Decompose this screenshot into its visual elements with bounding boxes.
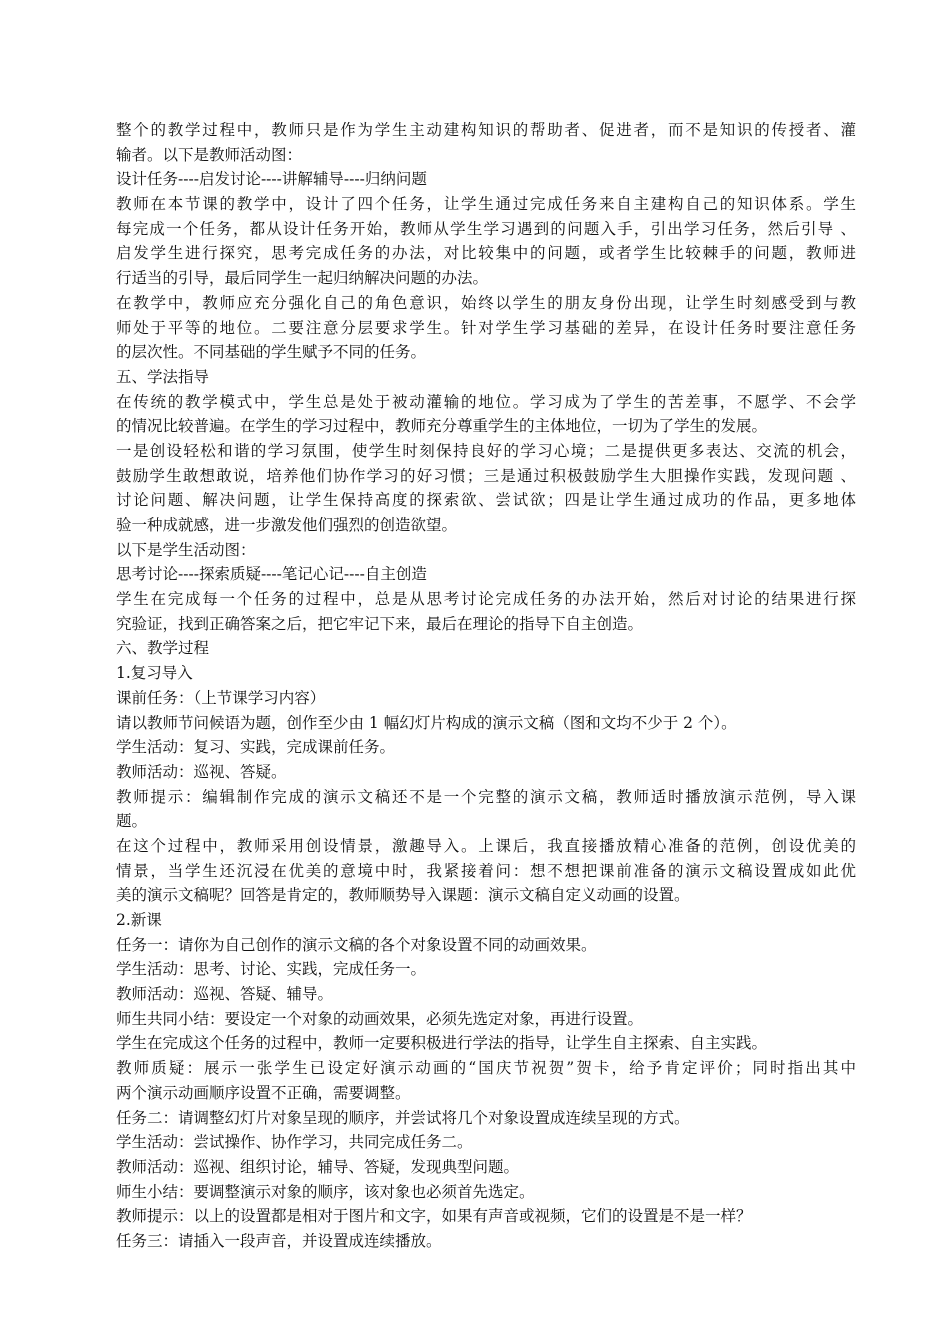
- text-line: 1.复习导入: [116, 664, 193, 683]
- text-line: 教师活动：巡视、答疑、辅导。: [116, 985, 334, 1004]
- text-line: 任务三：请插入一段声音，并设置成连续播放。: [116, 1231, 442, 1250]
- text-line: 在教学中，教师应充分强化自己的角色意识，始终以学生的朋友身份出现，让学生时刻感受到与教: [116, 293, 856, 312]
- text-line: 教师提示：以上的设置都是相对于图片和文字，如果有声音或视频，它们的设置是不是一样？: [116, 1207, 752, 1226]
- text-line: 一是创设轻松和谐的学习氛围，使学生时刻保持良好的学习心境；二是提供更多表达、交流的机会，: [116, 441, 856, 460]
- text-line: 任务一：请你为自己创作的演示文稿的各个对象设置不同的动画效果。: [116, 935, 597, 954]
- text-line: 学生在完成每一个任务的过程中，总是从思考讨论完成任务的办法开始，然后对讨论的结果进行探: [116, 590, 856, 609]
- text-line: 美的演示文稿呢？回答是肯定的，教师顺势导入课题：演示文稿自定义动画的设置。: [116, 886, 690, 905]
- text-line: 教师提示：编辑制作完成的演示文稿还不是一个完整的演示文稿，教师适时播放演示范例，导入课: [116, 787, 856, 806]
- text-line: 师生共同小结：要设定一个对象的动画效果，必须先选定对象，再进行设置。: [116, 1009, 644, 1028]
- text-line: 六、教学过程: [116, 639, 210, 658]
- text-line: 教师活动：巡视、答疑。: [116, 762, 287, 781]
- text-line: 两个演示动画顺序设置不正确，需要调整。: [116, 1083, 411, 1102]
- text-line: 师处于平等的地位。二要注意分层要求学生。针对学生学习基础的差异，在设计任务时要注意任务: [116, 318, 856, 337]
- text-line: 究验证，找到正确答案之后，把它牢记下来，最后在理论的指导下自主创造。: [116, 614, 644, 633]
- text-line: 整个的教学过程中，教师只是作为学生主动建构知识的帮助者、促进者，而不是知识的传授者、灌: [116, 121, 856, 139]
- text-line: 讨论问题、解决问题，让学生保持高度的探索欲、尝试欲；四是让学生通过成功的作品，更多地体: [116, 491, 856, 510]
- text-line: 启发学生进行探究，思考完成任务的办法，对比较集中的问题，或者学生比较棘手的问题，教师进: [116, 244, 856, 263]
- text-line: 学生在完成这个任务的过程中，教师一定要积极进行学法的指导，让学生自主探索、自主实践。: [116, 1034, 768, 1053]
- text-line: 思考讨论----探索质疑----笔记心记----自主创造: [116, 565, 427, 584]
- text-line: 的层次性。不同基础的学生赋予不同的任务。: [116, 343, 427, 362]
- text-line: 师生小结：要调整演示对象的顺序，该对象也必须首先选定。: [116, 1182, 535, 1201]
- text-line: 鼓励学生敢想敢说，培养他们协作学习的好习惯；三是通过积极鼓励学生大胆操作实践，发现问题 、: [116, 466, 856, 485]
- text-line: 验一种成就感，进一步激发他们强烈的创造欲望。: [116, 516, 458, 534]
- text-line: 教师活动：巡视、组织讨论，辅导、答疑，发现典型问题。: [116, 1157, 520, 1176]
- text-line: 五、学法指导: [116, 367, 210, 386]
- text-line: 行适当的引导，最后同学生一起归纳解决问题的办法。: [116, 269, 489, 288]
- text-line: 每完成一个任务，都从设计任务开始，教师从学生学习遇到的问题入手，引出学习任务，然后引导 、: [116, 219, 856, 238]
- text-line: 课前任务：（上节课学习内容）: [116, 688, 326, 707]
- text-line: 设计任务----启发讨论----讲解辅导----归纳问题: [116, 170, 427, 189]
- text-line: 学生活动：思考、讨论、实践，完成任务一。: [116, 960, 427, 979]
- text-line: 任务二：请调整幻灯片对象呈现的顺序，并尝试将几个对象设置成连续呈现的方式。: [116, 1108, 690, 1127]
- text-line: 在这个过程中，教师采用创设情景，激趣导入。上课后，我直接播放精心准备的范例，创设优美的: [116, 836, 856, 855]
- text-line: 请以教师节问候语为题，创作至少由 1 幅幻灯片构成的演示文稿（图和文均不少于 2 个）。: [116, 713, 737, 732]
- text-line: 题。: [116, 812, 148, 831]
- text-line: 2.新课: [116, 911, 162, 929]
- text-line: 学生活动：复习、实践，完成课前任务。: [116, 738, 396, 757]
- text-line: 在传统的教学模式中，学生总是处于被动灌输的地位。学习成为了学生的苦差事，不愿学、不会学: [116, 392, 856, 411]
- text-line: 学生活动：尝试操作、协作学习，共同完成任务二。: [116, 1133, 473, 1152]
- text-line: 以下是学生活动图：: [116, 540, 256, 559]
- text-line: 教师质疑：展示一张学生已设定好演示动画的“国庆节祝贺”贺卡，给予肯定评价；同时指出其中: [116, 1059, 856, 1078]
- text-line: 情景，当学生还沉浸在优美的意境中时，我紧接着问：想不想把课前准备的演示文稿设置成如此优: [116, 861, 856, 880]
- text-line: 教师在本节课的教学中，设计了四个任务，让学生通过完成任务来自主建构自己的知识体系。学生: [116, 195, 856, 214]
- text-line: 输者。以下是教师活动图：: [116, 145, 303, 164]
- document-body: [116, 118, 856, 1254]
- text-line: 的情况比较普遍。在学生的学习过程中，教师充分尊重学生的主体地位，一切为了学生的发展。: [116, 417, 768, 436]
